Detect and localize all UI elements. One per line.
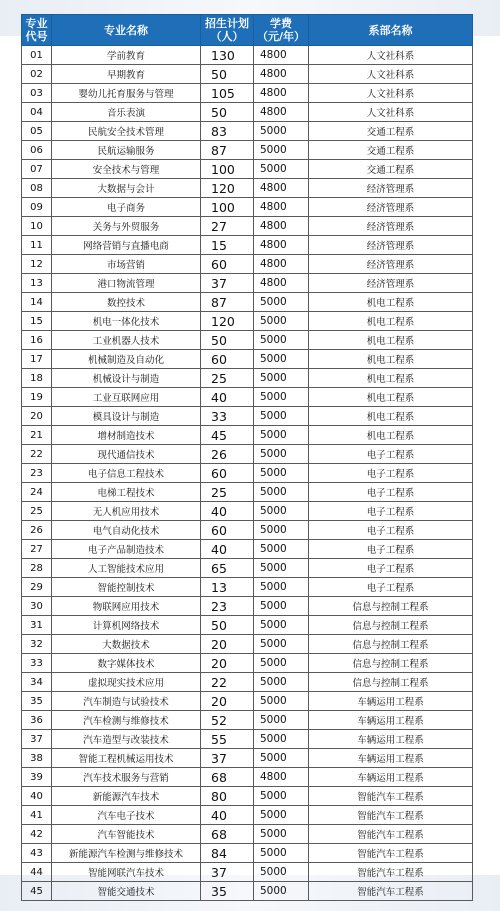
table-row: [22, 331, 473, 350]
cell-code: 12: [22, 255, 52, 274]
cell-enrollment-plan: 37: [201, 749, 254, 768]
table-row: [22, 844, 473, 863]
header-code-line1: 专业: [25, 17, 48, 30]
cell-tuition: 4800: [254, 274, 309, 293]
cell-code: 41: [22, 806, 52, 825]
cell-department: 信息与控制工程系: [309, 635, 473, 654]
cell-enrollment-plan: 50: [201, 331, 254, 350]
cell-major-name: 网络营销与直播电商: [52, 236, 201, 255]
cell-enrollment-plan: 105: [201, 84, 254, 103]
cell-department: 经济管理系: [309, 217, 473, 236]
table-row: [22, 483, 473, 502]
cell-department: 人文社科系: [309, 84, 473, 103]
table-row: [22, 160, 473, 179]
cell-code: 23: [22, 464, 52, 483]
table-row: [22, 255, 473, 274]
cell-department: 智能汽车工程系: [309, 806, 473, 825]
cell-major-name: 增材制造技术: [52, 426, 201, 445]
enrollment-table: [21, 14, 473, 901]
cell-department: 信息与控制工程系: [309, 654, 473, 673]
cell-department: 经济管理系: [309, 198, 473, 217]
cell-department: 机电工程系: [309, 426, 473, 445]
cell-code: 25: [22, 502, 52, 521]
cell-major-name: 电梯工程技术: [52, 483, 201, 502]
table-header: [22, 15, 473, 46]
cell-enrollment-plan: 50: [201, 103, 254, 122]
cell-major-name: 大数据与会计: [52, 179, 201, 198]
cell-tuition: 4800: [254, 103, 309, 122]
cell-enrollment-plan: 20: [201, 654, 254, 673]
cell-enrollment-plan: 40: [201, 388, 254, 407]
cell-major-name: 电子商务: [52, 198, 201, 217]
cell-enrollment-plan: 60: [201, 350, 254, 369]
cell-code: 20: [22, 407, 52, 426]
table-row: [22, 46, 473, 65]
cell-tuition: 5000: [254, 673, 309, 692]
cell-major-name: 电子产品制造技术: [52, 540, 201, 559]
header-plan-line1: 招生计划: [205, 17, 249, 30]
cell-department: 智能汽车工程系: [309, 844, 473, 863]
cell-major-name: 民航安全技术管理: [52, 122, 201, 141]
cell-code: 02: [22, 65, 52, 84]
cell-code: 15: [22, 312, 52, 331]
cell-major-name: 工业机器人技术: [52, 331, 201, 350]
cell-enrollment-plan: 60: [201, 521, 254, 540]
table-row: [22, 236, 473, 255]
cell-enrollment-plan: 40: [201, 502, 254, 521]
cell-code: 21: [22, 426, 52, 445]
cell-department: 车辆运用工程系: [309, 730, 473, 749]
table-row: [22, 825, 473, 844]
table-row: [22, 388, 473, 407]
cell-code: 26: [22, 521, 52, 540]
cell-tuition: 5000: [254, 293, 309, 312]
cell-code: 03: [22, 84, 52, 103]
cell-enrollment-plan: 35: [201, 882, 254, 901]
cell-major-name: 计算机网络技术: [52, 616, 201, 635]
cell-department: 机电工程系: [309, 350, 473, 369]
cell-code: 19: [22, 388, 52, 407]
cell-tuition: 5000: [254, 122, 309, 141]
cell-code: 36: [22, 711, 52, 730]
cell-tuition: 5000: [254, 597, 309, 616]
table-row: [22, 65, 473, 84]
cell-code: 39: [22, 768, 52, 787]
cell-major-name: 新能源汽车检测与维修技术: [52, 844, 201, 863]
table-row: [22, 141, 473, 160]
table-row: [22, 103, 473, 122]
cell-major-name: 智能网联汽车技术: [52, 863, 201, 882]
cell-department: 机电工程系: [309, 369, 473, 388]
cell-enrollment-plan: 60: [201, 255, 254, 274]
table-row: [22, 635, 473, 654]
cell-code: 45: [22, 882, 52, 901]
cell-enrollment-plan: 40: [201, 806, 254, 825]
cell-major-name: 港口物流管理: [52, 274, 201, 293]
cell-enrollment-plan: 45: [201, 426, 254, 445]
cell-enrollment-plan: 83: [201, 122, 254, 141]
header-fee-line1: 学费: [270, 17, 292, 30]
cell-department: 交通工程系: [309, 141, 473, 160]
cell-enrollment-plan: 68: [201, 825, 254, 844]
table-row: [22, 198, 473, 217]
cell-enrollment-plan: 40: [201, 540, 254, 559]
cell-tuition: 5000: [254, 540, 309, 559]
cell-enrollment-plan: 37: [201, 274, 254, 293]
cell-enrollment-plan: 87: [201, 293, 254, 312]
cell-department: 机电工程系: [309, 407, 473, 426]
cell-department: 车辆运用工程系: [309, 711, 473, 730]
cell-major-name: 虚拟现实技术应用: [52, 673, 201, 692]
table-row: [22, 863, 473, 882]
cell-major-name: 模具设计与制造: [52, 407, 201, 426]
cell-code: 33: [22, 654, 52, 673]
cell-enrollment-plan: 37: [201, 863, 254, 882]
cell-department: 人文社科系: [309, 103, 473, 122]
cell-code: 35: [22, 692, 52, 711]
cell-department: 电子工程系: [309, 445, 473, 464]
table-row: [22, 673, 473, 692]
cell-major-name: 数字媒体技术: [52, 654, 201, 673]
cell-enrollment-plan: 25: [201, 483, 254, 502]
cell-department: 机电工程系: [309, 312, 473, 331]
cell-major-name: 无人机应用技术: [52, 502, 201, 521]
header-fee: [254, 15, 309, 46]
cell-major-name: 汽车检测与维修技术: [52, 711, 201, 730]
cell-tuition: 5000: [254, 711, 309, 730]
cell-major-name: 安全技术与管理: [52, 160, 201, 179]
table-row: [22, 787, 473, 806]
cell-department: 电子工程系: [309, 464, 473, 483]
cell-major-name: 大数据技术: [52, 635, 201, 654]
cell-tuition: 4800: [254, 65, 309, 84]
table-row: [22, 407, 473, 426]
cell-department: 电子工程系: [309, 502, 473, 521]
cell-enrollment-plan: 20: [201, 692, 254, 711]
cell-tuition: 5000: [254, 654, 309, 673]
cell-enrollment-plan: 13: [201, 578, 254, 597]
cell-major-name: 汽车制造与试验技术: [52, 692, 201, 711]
cell-department: 车辆运用工程系: [309, 768, 473, 787]
cell-code: 06: [22, 141, 52, 160]
cell-tuition: 4800: [254, 179, 309, 198]
cell-tuition: 4800: [254, 217, 309, 236]
cell-enrollment-plan: 130: [201, 46, 254, 65]
cell-code: 16: [22, 331, 52, 350]
cell-tuition: 5000: [254, 559, 309, 578]
cell-enrollment-plan: 52: [201, 711, 254, 730]
cell-department: 经济管理系: [309, 255, 473, 274]
cell-major-name: 电子信息工程技术: [52, 464, 201, 483]
cell-tuition: 5000: [254, 464, 309, 483]
cell-tuition: 5000: [254, 483, 309, 502]
cell-major-name: 智能交通技术: [52, 882, 201, 901]
cell-major-name: 现代通信技术: [52, 445, 201, 464]
cell-tuition: 5000: [254, 312, 309, 331]
cell-code: 11: [22, 236, 52, 255]
cell-enrollment-plan: 65: [201, 559, 254, 578]
cell-tuition: 5000: [254, 635, 309, 654]
cell-major-name: 汽车造型与改装技术: [52, 730, 201, 749]
cell-major-name: 新能源汽车技术: [52, 787, 201, 806]
cell-department: 机电工程系: [309, 388, 473, 407]
cell-enrollment-plan: 68: [201, 768, 254, 787]
table-row: [22, 464, 473, 483]
table-body: [22, 46, 473, 901]
cell-major-name: 工业互联网应用: [52, 388, 201, 407]
cell-tuition: 5000: [254, 692, 309, 711]
cell-code: 27: [22, 540, 52, 559]
header-dept: 系部名称: [309, 15, 473, 46]
cell-code: 44: [22, 863, 52, 882]
cell-code: 24: [22, 483, 52, 502]
cell-major-name: 智能工程机械运用技术: [52, 749, 201, 768]
cell-code: 32: [22, 635, 52, 654]
cell-tuition: 5000: [254, 749, 309, 768]
header-code-line2: 代号: [25, 30, 48, 43]
header-fee-line2: （元/年）: [256, 30, 306, 43]
cell-code: 09: [22, 198, 52, 217]
table-row: [22, 768, 473, 787]
cell-major-name: 汽车技术服务与营销: [52, 768, 201, 787]
cell-code: 34: [22, 673, 52, 692]
cell-enrollment-plan: 80: [201, 787, 254, 806]
table-row: [22, 426, 473, 445]
table-row: [22, 578, 473, 597]
header-name: 专业名称: [52, 15, 201, 46]
cell-tuition: 5000: [254, 445, 309, 464]
cell-enrollment-plan: 15: [201, 236, 254, 255]
header-code: [22, 15, 52, 46]
cell-enrollment-plan: 23: [201, 597, 254, 616]
table-row: [22, 274, 473, 293]
table-row: [22, 616, 473, 635]
cell-code: 37: [22, 730, 52, 749]
cell-tuition: 4800: [254, 84, 309, 103]
cell-code: 31: [22, 616, 52, 635]
cell-tuition: 5000: [254, 160, 309, 179]
table-row: [22, 711, 473, 730]
cell-department: 智能汽车工程系: [309, 863, 473, 882]
table-row: [22, 806, 473, 825]
cell-tuition: 5000: [254, 407, 309, 426]
cell-department: 电子工程系: [309, 578, 473, 597]
cell-code: 30: [22, 597, 52, 616]
cell-code: 18: [22, 369, 52, 388]
cell-major-name: 机械设计与制造: [52, 369, 201, 388]
cell-tuition: 5000: [254, 730, 309, 749]
table-row: [22, 749, 473, 768]
cell-enrollment-plan: 87: [201, 141, 254, 160]
table-row: [22, 293, 473, 312]
cell-tuition: 5000: [254, 331, 309, 350]
table-row: [22, 217, 473, 236]
table-row: [22, 692, 473, 711]
cell-code: 17: [22, 350, 52, 369]
cell-code: 38: [22, 749, 52, 768]
cell-enrollment-plan: 55: [201, 730, 254, 749]
cell-major-name: 学前教育: [52, 46, 201, 65]
cell-tuition: 5000: [254, 806, 309, 825]
cell-major-name: 人工智能技术应用: [52, 559, 201, 578]
cell-major-name: 机电一体化技术: [52, 312, 201, 331]
table-row: [22, 312, 473, 331]
cell-major-name: 早期教育: [52, 65, 201, 84]
cell-enrollment-plan: 50: [201, 616, 254, 635]
cell-tuition: 5000: [254, 578, 309, 597]
cell-enrollment-plan: 20: [201, 635, 254, 654]
cell-code: 43: [22, 844, 52, 863]
cell-major-name: 汽车电子技术: [52, 806, 201, 825]
cell-department: 智能汽车工程系: [309, 882, 473, 901]
cell-enrollment-plan: 120: [201, 179, 254, 198]
cell-code: 22: [22, 445, 52, 464]
cell-tuition: 5000: [254, 521, 309, 540]
cell-tuition: 5000: [254, 863, 309, 882]
cell-tuition: 5000: [254, 369, 309, 388]
cell-enrollment-plan: 27: [201, 217, 254, 236]
cell-department: 经济管理系: [309, 179, 473, 198]
cell-department: 电子工程系: [309, 483, 473, 502]
cell-department: 电子工程系: [309, 559, 473, 578]
cell-major-name: 智能控制技术: [52, 578, 201, 597]
cell-department: 经济管理系: [309, 274, 473, 293]
cell-tuition: 5000: [254, 141, 309, 160]
cell-tuition: 5000: [254, 616, 309, 635]
table-row: [22, 350, 473, 369]
cell-department: 机电工程系: [309, 331, 473, 350]
cell-tuition: 5000: [254, 844, 309, 863]
cell-tuition: 4800: [254, 198, 309, 217]
cell-department: 人文社科系: [309, 46, 473, 65]
cell-department: 交通工程系: [309, 122, 473, 141]
cell-code: 13: [22, 274, 52, 293]
cell-code: 08: [22, 179, 52, 198]
cell-department: 车辆运用工程系: [309, 692, 473, 711]
table-row: [22, 730, 473, 749]
table-row: [22, 502, 473, 521]
cell-code: 40: [22, 787, 52, 806]
cell-major-name: 音乐表演: [52, 103, 201, 122]
table-row: [22, 882, 473, 901]
cell-department: 智能汽车工程系: [309, 825, 473, 844]
cell-major-name: 关务与外贸服务: [52, 217, 201, 236]
cell-tuition: 4800: [254, 768, 309, 787]
cell-tuition: 5000: [254, 882, 309, 901]
cell-department: 信息与控制工程系: [309, 673, 473, 692]
cell-enrollment-plan: 100: [201, 198, 254, 217]
table-row: [22, 84, 473, 103]
cell-tuition: 5000: [254, 350, 309, 369]
cell-tuition: 5000: [254, 502, 309, 521]
cell-department: 智能汽车工程系: [309, 787, 473, 806]
cell-tuition: 5000: [254, 787, 309, 806]
cell-major-name: 机械制造及自动化: [52, 350, 201, 369]
cell-enrollment-plan: 26: [201, 445, 254, 464]
cell-major-name: 婴幼儿托育服务与管理: [52, 84, 201, 103]
cell-major-name: 汽车智能技术: [52, 825, 201, 844]
cell-enrollment-plan: 100: [201, 160, 254, 179]
cell-code: 07: [22, 160, 52, 179]
cell-department: 经济管理系: [309, 236, 473, 255]
cell-department: 车辆运用工程系: [309, 749, 473, 768]
cell-tuition: 5000: [254, 825, 309, 844]
table-row: [22, 179, 473, 198]
table-row: [22, 654, 473, 673]
cell-department: 机电工程系: [309, 293, 473, 312]
header-plan-line2: （人）: [210, 30, 244, 43]
header-plan: [201, 15, 254, 46]
cell-major-name: 数控技术: [52, 293, 201, 312]
cell-code: 10: [22, 217, 52, 236]
cell-department: 人文社科系: [309, 65, 473, 84]
cell-tuition: 4800: [254, 46, 309, 65]
cell-code: 28: [22, 559, 52, 578]
cell-code: 29: [22, 578, 52, 597]
cell-major-name: 物联网应用技术: [52, 597, 201, 616]
cell-enrollment-plan: 84: [201, 844, 254, 863]
cell-enrollment-plan: 60: [201, 464, 254, 483]
cell-enrollment-plan: 33: [201, 407, 254, 426]
table-row: [22, 445, 473, 464]
cell-enrollment-plan: 25: [201, 369, 254, 388]
cell-code: 04: [22, 103, 52, 122]
cell-code: 14: [22, 293, 52, 312]
cell-tuition: 5000: [254, 388, 309, 407]
cell-department: 电子工程系: [309, 521, 473, 540]
table-row: [22, 521, 473, 540]
cell-major-name: 电气自动化技术: [52, 521, 201, 540]
cell-tuition: 5000: [254, 426, 309, 445]
cell-tuition: 4800: [254, 255, 309, 274]
cell-tuition: 4800: [254, 236, 309, 255]
table-row: [22, 369, 473, 388]
cell-major-name: 民航运输服务: [52, 141, 201, 160]
cell-code: 01: [22, 46, 52, 65]
cell-major-name: 市场营销: [52, 255, 201, 274]
cell-department: 信息与控制工程系: [309, 597, 473, 616]
table-row: [22, 540, 473, 559]
cell-code: 05: [22, 122, 52, 141]
cell-department: 信息与控制工程系: [309, 616, 473, 635]
cell-enrollment-plan: 22: [201, 673, 254, 692]
cell-department: 交通工程系: [309, 160, 473, 179]
table-row: [22, 597, 473, 616]
cell-enrollment-plan: 50: [201, 65, 254, 84]
cell-department: 电子工程系: [309, 540, 473, 559]
table-row: [22, 559, 473, 578]
cell-enrollment-plan: 120: [201, 312, 254, 331]
cell-code: 42: [22, 825, 52, 844]
header-row: [22, 15, 473, 46]
table-row: [22, 122, 473, 141]
